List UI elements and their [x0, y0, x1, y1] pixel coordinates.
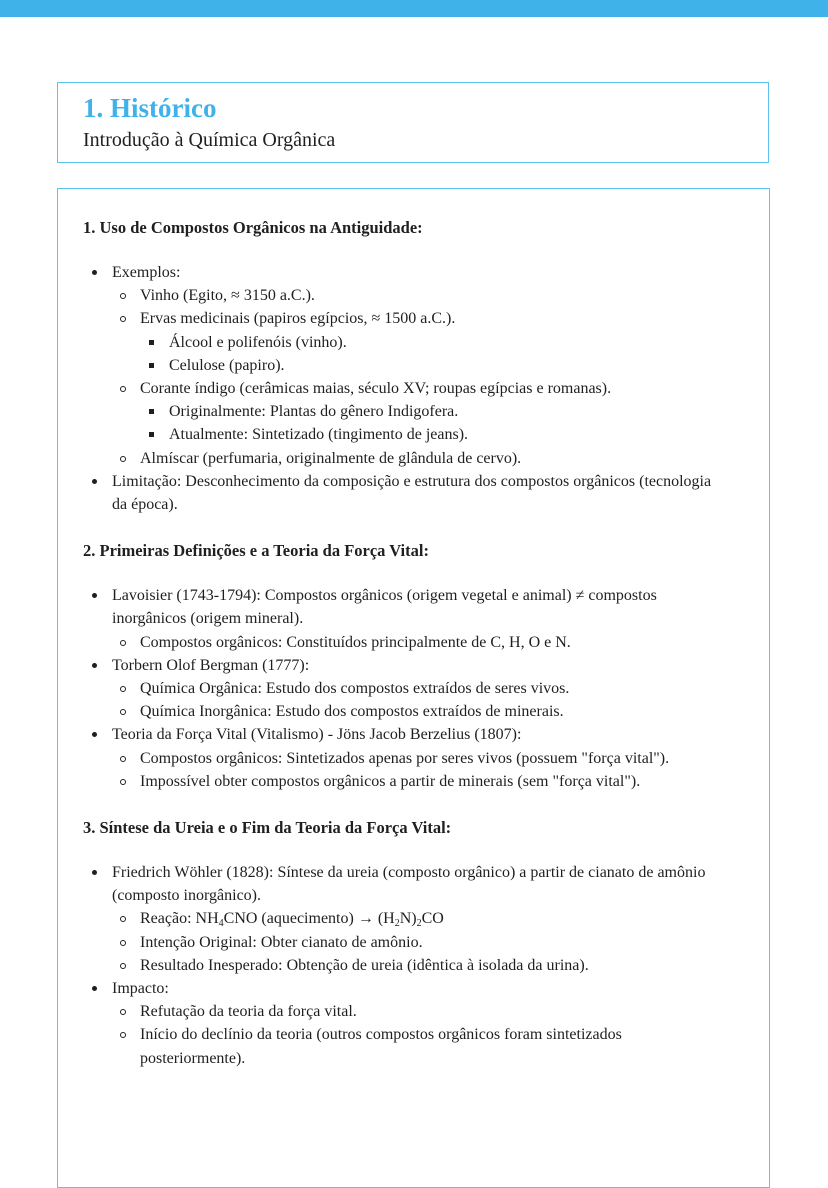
list-item-text: Lavoisier (1743-1794): Compostos orgânicos (origem vegetal e animal) ≠ compostos inorgânicos (origem mineral). — [112, 587, 657, 628]
list-item-text: Atualmente: Sintetizado (tingimento de jeans). — [169, 426, 469, 444]
list-item — [112, 1000, 723, 1023]
section-heading: 2. Primeiras Definições e a Teoria da Força Vital: — [83, 541, 429, 561]
list-item — [140, 423, 723, 446]
list-item-text: Impacto: — [112, 980, 169, 998]
list-item — [112, 907, 723, 930]
subscript-text: 2 — [416, 918, 422, 930]
list-item-text — [140, 910, 444, 930]
list-item — [83, 723, 723, 793]
list-item-text: Química Inorgânica: Estudo dos compostos extraídos de minerais. — [140, 703, 564, 721]
list-item-text: Início do declínio da teoria (outros compostos orgânicos foram sintetizados posteriormente). — [140, 1026, 622, 1067]
list-item — [83, 654, 723, 724]
list-item-text: Friedrich Wöhler (1828): Síntese da ureia (composto orgânico) a partir de cianato de amônio (composto inorgânico). — [112, 864, 706, 905]
list-item-text: Originalmente: Plantas do gênero Indigofera. — [169, 403, 459, 421]
content-body — [83, 216, 723, 1093]
bullet-list-level-3 — [140, 400, 723, 446]
list-item-text: Celulose (papiro). — [169, 356, 285, 374]
bullet-list-level-3 — [140, 331, 723, 377]
bullet-list-level-1 — [83, 861, 723, 1070]
section-heading: 1. Uso de Compostos Orgânicos na Antiguidade: — [83, 218, 423, 237]
list-item — [112, 677, 723, 700]
list-item-text: Vinho (Egito, ≈ 3150 a.C.). — [140, 287, 315, 305]
list-item-text: Limitação: Desconhecimento da composição e estrutura dos compostos orgânicos (tecnologia da época). — [112, 472, 712, 514]
bullet-list-level-1 — [83, 261, 723, 516]
list-item-text: Corante índigo (cerâmicas maias, século XV; roupas egípcias e romanas). — [140, 380, 612, 398]
list-item-text: Almíscar (perfumaria, originalmente de glândula de cervo). — [140, 449, 522, 467]
list-item-text: Resultado Inesperado: Obtenção de ureia (idêntica à isolada da urina). — [140, 956, 589, 974]
content-card — [57, 188, 770, 1188]
bullet-list-level-1 — [83, 584, 723, 793]
list-item — [140, 400, 723, 423]
list-item — [83, 977, 723, 1070]
list-item-text: Exemplos: — [112, 264, 181, 281]
top-accent-bar — [0, 0, 828, 17]
list-item — [112, 954, 723, 977]
list-item — [83, 261, 723, 470]
list-item-text: Torbern Olof Bergman (1777): — [112, 656, 310, 674]
list-item — [112, 307, 723, 377]
bullet-list-level-2 — [112, 907, 723, 977]
formula-text: N) — [399, 910, 417, 928]
list-item — [112, 631, 723, 654]
subscript-text: 4 — [218, 918, 224, 930]
bullet-list-level-2 — [112, 1000, 723, 1070]
list-item — [140, 354, 723, 377]
list-item-text: Teoria da Força Vital (Vitalismo) - Jöns Jacob Berzelius (1807): — [112, 726, 522, 744]
formula-text: Reação: NH — [140, 910, 219, 928]
bullet-list-level-2 — [112, 284, 723, 470]
list-item — [112, 1023, 723, 1069]
list-item — [112, 377, 723, 447]
subscript-text: 2 — [394, 918, 400, 930]
list-item-text: Álcool e polifenóis (vinho). — [169, 333, 347, 351]
list-item-text: Compostos orgânicos: Sintetizados apenas por seres vivos (possuem "força vital"). — [140, 749, 670, 767]
page-title: 1. Histórico — [83, 93, 217, 123]
bullet-list-level-2 — [112, 677, 723, 723]
header-card — [57, 82, 769, 163]
list-item-text: Refutação da teoria da força vital. — [140, 1003, 357, 1021]
list-item — [112, 770, 723, 793]
list-item — [83, 584, 723, 654]
page-subtitle: Introdução à Química Orgânica — [83, 129, 336, 151]
bullet-list-level-2 — [112, 631, 723, 654]
list-item-text: Impossível obter compostos orgânicos a partir de minerais (sem "força vital"). — [140, 772, 641, 790]
list-item — [112, 747, 723, 770]
list-item — [112, 700, 723, 723]
bullet-list-level-2 — [112, 747, 723, 793]
list-item — [112, 447, 723, 470]
list-item — [112, 284, 723, 307]
list-item — [83, 861, 723, 977]
list-item-text: Compostos orgânicos: Constituídos principalmente de C, H, O e N. — [140, 633, 571, 651]
formula-text: CNO (aquecimento) → (H — [223, 910, 395, 928]
list-item-text: Intenção Original: Obter cianato de amônio. — [140, 933, 423, 951]
list-item — [140, 331, 723, 354]
list-item — [83, 470, 723, 516]
list-item-text: Ervas medicinais (papiros egípcios, ≈ 1500 a.C.). — [140, 310, 456, 328]
list-item — [112, 931, 723, 954]
formula-text: CO — [421, 910, 444, 928]
list-item-text: Química Orgânica: Estudo dos compostos extraídos de seres vivos. — [140, 680, 570, 698]
section-heading: 3. Síntese da Ureia e o Fim da Teoria da Força Vital: — [83, 818, 452, 838]
